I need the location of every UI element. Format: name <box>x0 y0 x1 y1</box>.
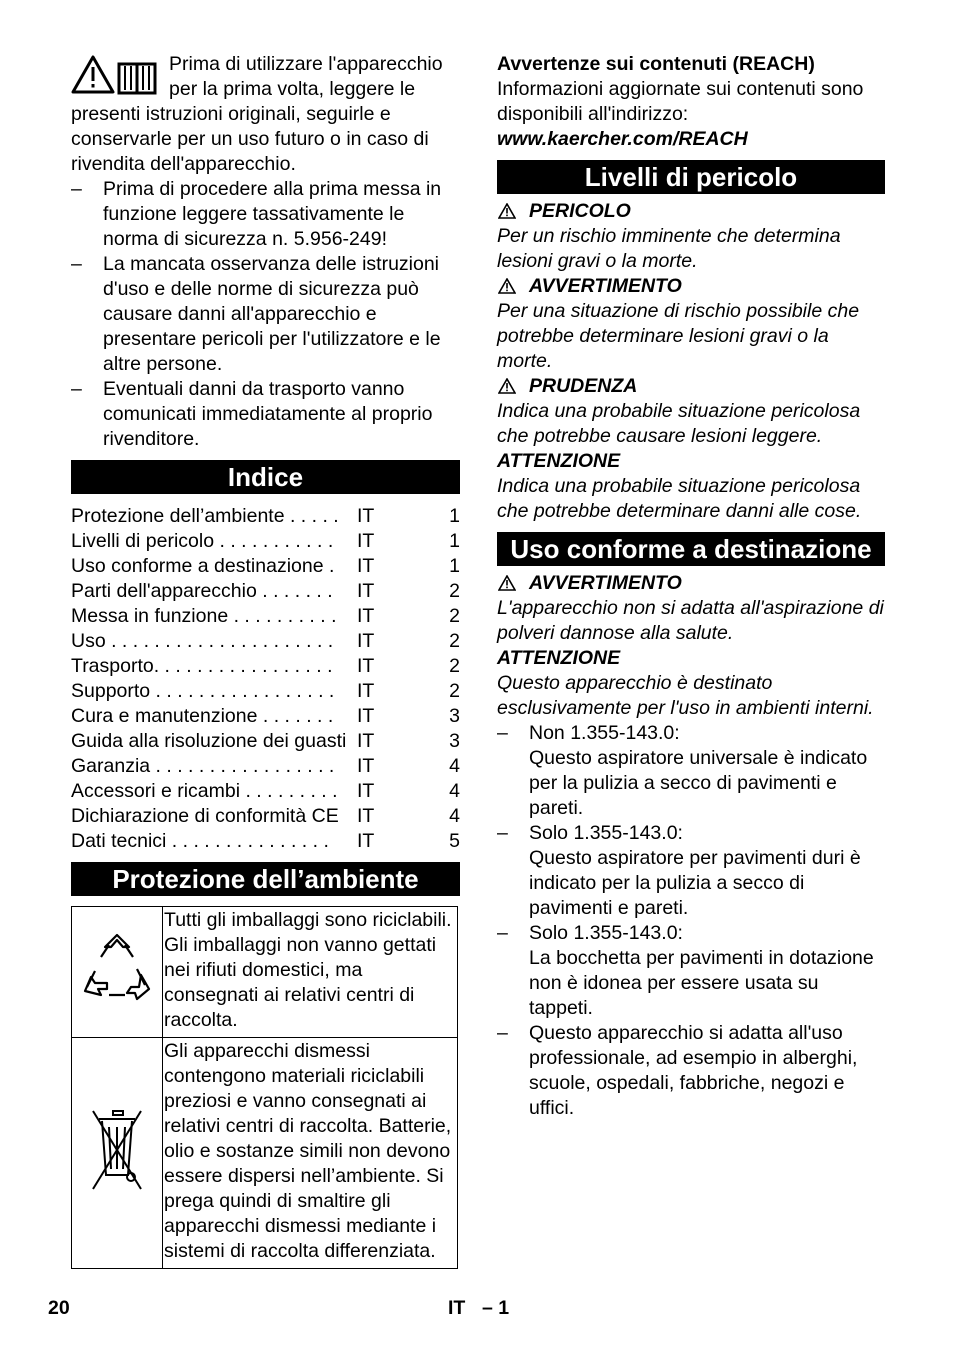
page-number: 20 <box>48 1297 70 1319</box>
intro-text: Prima di utilizzare l'apparecchio per la prima volta, leggere le presenti istruzioni originali, seguirle e conservarle per un uso futuro o in caso di rivendita dell'apparecchio. <box>71 53 443 175</box>
toc-title: Guida alla risoluzione dei guasti <box>71 730 347 752</box>
toc-title: Trasporto. . . . . . . . . . . . . . . . . <box>71 655 333 677</box>
environment-table <box>71 906 458 1269</box>
level-text: Per una situazione di rischio possibile che potrebbe determinare lesioni gravi o la morte. <box>497 300 860 372</box>
toc-lang: IT <box>357 780 375 802</box>
level-label <box>497 274 885 299</box>
toc-row[interactable] <box>71 504 460 529</box>
use-attention-text: Questo apparecchio è destinato esclusivamente per l'uso in ambienti interni. <box>497 672 874 719</box>
use-heading: Uso conforme a destinazione <box>497 532 885 566</box>
toc-lang: IT <box>357 630 375 652</box>
environment-heading: Protezione dell’ambiente <box>71 862 460 896</box>
intro-bullet: – Eventuali danni da trasporto vanno comunicati immediatamente al proprio rivenditore. <box>71 377 460 452</box>
reach-text: Informazioni aggiornate sui contenuti sono disponibili all'indirizzo: <box>497 78 864 125</box>
intro-paragraph <box>71 52 460 177</box>
toc-row[interactable] <box>71 829 460 854</box>
toc-title: Parti dell'apparecchio . . . . . . . <box>71 580 333 602</box>
use-bullet-text: – Questo apparecchio si adatta all'uso professionale, ad esempio in alberghi, scuole, ospedali, fabbriche, negozi e uffici. <box>529 1022 858 1119</box>
warning-icon <box>498 378 516 394</box>
toc-lang: IT <box>357 755 375 777</box>
toc-lang: IT <box>357 555 375 577</box>
toc-title: Uso conforme a destinazione . <box>71 555 335 577</box>
toc-page: 5 <box>449 830 460 852</box>
footer-lang: IT <box>448 1297 466 1319</box>
reach-title: Avvertenze sui contenuti (REACH) <box>497 53 815 75</box>
use-bullet-head: – Non 1.355-143.0: <box>529 722 680 744</box>
toc-page: 3 <box>449 730 460 752</box>
toc-page: 1 <box>449 555 460 577</box>
use-bullet-text: Questo aspiratore universale è indicato per la pulizia a secco di pavimenti e pareti. <box>529 747 868 819</box>
toc-title: Livelli di pericolo . . . . . . . . . . . <box>71 530 334 552</box>
icon-cell <box>72 1038 163 1269</box>
toc-page: 4 <box>449 805 460 827</box>
use-bullet <box>497 821 885 921</box>
recycle-icon <box>79 929 155 1009</box>
use-bullet <box>497 1021 885 1121</box>
toc-title: Garanzia . . . . . . . . . . . . . . . . . <box>71 755 335 777</box>
toc-lang: IT <box>357 505 375 527</box>
toc-page: 3 <box>449 705 460 727</box>
toc-row[interactable] <box>71 729 460 754</box>
toc-title: Dati tecnici . . . . . . . . . . . . . . . <box>71 830 329 852</box>
toc-title: Accessori e ricambi . . . . . . . . . <box>71 780 338 802</box>
level-text: Per un rischio imminente che determina lesioni gravi o la morte. <box>497 225 841 272</box>
level-label-text: PERICOLO <box>529 200 631 222</box>
toc-lang: IT <box>357 805 375 827</box>
level-label <box>497 199 885 224</box>
toc-page: 2 <box>449 630 460 652</box>
level-text: Indica una probabile situazione pericolosa che potrebbe causare lesioni leggere. <box>497 400 861 447</box>
use-bullets <box>497 721 885 1121</box>
toc-row[interactable] <box>71 754 460 779</box>
use-bullet <box>497 921 885 1021</box>
toc-title: Uso . . . . . . . . . . . . . . . . . . . . . <box>71 630 334 652</box>
toc-row[interactable] <box>71 804 460 829</box>
toc-lang: IT <box>357 680 375 702</box>
toc-page: 1 <box>449 530 460 552</box>
level-text: Indica una probabile situazione pericolosa che potrebbe determinare danni alle cose. <box>497 475 862 522</box>
toc-row[interactable] <box>71 654 460 679</box>
use-bullet-head: – Solo 1.355-143.0: <box>529 822 683 844</box>
use-bullet-text: Questo aspiratore per pavimenti duri è indicato per la pulizia a secco di pavimenti e pareti. <box>529 847 861 919</box>
toc-page: 1 <box>449 505 460 527</box>
environment-text: Tutti gli imballaggi sono riciclabili. Gli imballaggi non vanno gettati nei rifiuti domestici, ma consegnati ai relativi centri di raccolta. <box>163 907 458 1038</box>
table-row <box>72 1038 458 1269</box>
footer-section-page: – 1 <box>482 1297 510 1319</box>
toc-lang: IT <box>357 705 375 727</box>
toc-page: 2 <box>449 605 460 627</box>
level-label <box>497 374 885 399</box>
use-warning-label-text: AVVERTIMENTO <box>529 572 682 594</box>
toc-title: Dichiarazione di conformità CE <box>71 805 339 827</box>
toc-page: 2 <box>449 680 460 702</box>
intro-bullet: – La mancata osservanza delle istruzioni d'uso e delle norme di sicurezza può causare danni all'apparecchio e presentare pericoli per l'utilizzatore e le altre persone. <box>71 252 460 377</box>
index-heading: Indice <box>71 460 460 494</box>
toc-row[interactable] <box>71 604 460 629</box>
toc-lang: IT <box>357 655 375 677</box>
toc-lang: IT <box>357 830 375 852</box>
right-column <box>497 52 885 1121</box>
toc-lang: IT <box>357 530 375 552</box>
use-warning-label <box>497 571 885 596</box>
level-label-text: PRUDENZA <box>529 375 638 397</box>
toc-lang: IT <box>357 580 375 602</box>
toc-row[interactable] <box>71 679 460 704</box>
use-attention-label: ATTENZIONE <box>497 647 621 669</box>
use-bullet-text: La bocchetta per pavimenti in dotazione non è idonea per essere usata su tappeti. <box>529 947 874 1019</box>
intro-bullets <box>71 177 460 452</box>
toc-title: Supporto . . . . . . . . . . . . . . . . . <box>71 680 335 702</box>
intro-bullet: – Prima di procedere alla prima messa in funzione leggere tassativamente le norma di sicurezza n. 5.956-249! <box>71 177 460 252</box>
reach-link[interactable]: www.kaercher.com/REACH <box>497 128 748 150</box>
warning-manual-icon <box>71 54 163 98</box>
crossed-bin-icon <box>87 1105 147 1195</box>
level-label-text: AVVERTIMENTO <box>529 275 682 297</box>
environment-text: Gli apparecchi dismessi contengono materiali riciclabili preziosi e vanno consegnati ai relativi centri di raccolta. Batterie, olio e sostanze simili non devono essere dispersi nell’ambiente. Si prega quindi di smaltire gli apparecchi dismessi mediante i sistemi di raccolta differenziata. <box>163 1038 458 1269</box>
toc-title: Cura e manutenzione . . . . . . . <box>71 705 334 727</box>
use-warning-text: L'apparecchio non si adatta all'aspirazione di polveri dannose alla salute. <box>497 597 884 644</box>
toc-lang: IT <box>357 605 375 627</box>
use-bullet <box>497 721 885 821</box>
toc-row[interactable] <box>71 779 460 804</box>
warning-icon <box>498 278 516 294</box>
warning-icon <box>498 575 516 591</box>
toc-page: 2 <box>449 580 460 602</box>
levels-heading: Livelli di pericolo <box>497 160 885 194</box>
use-bullet-head: – Solo 1.355-143.0: <box>529 922 683 944</box>
left-column <box>71 52 460 1269</box>
toc-page: 2 <box>449 655 460 677</box>
level-label: ATTENZIONE <box>497 450 621 472</box>
toc-page: 4 <box>449 780 460 802</box>
table-of-contents <box>71 504 460 854</box>
toc-title: Protezione dell’ambiente . . . . . <box>71 505 339 527</box>
toc-title: Messa in funzione . . . . . . . . . . <box>71 605 337 627</box>
toc-row[interactable] <box>71 704 460 729</box>
toc-row[interactable] <box>71 579 460 604</box>
table-row <box>72 907 458 1038</box>
toc-row[interactable] <box>71 529 460 554</box>
toc-page: 4 <box>449 755 460 777</box>
icon-cell <box>72 907 163 1038</box>
toc-lang: IT <box>357 730 375 752</box>
warning-icon <box>498 203 516 219</box>
toc-row[interactable] <box>71 629 460 654</box>
toc-row[interactable] <box>71 554 460 579</box>
